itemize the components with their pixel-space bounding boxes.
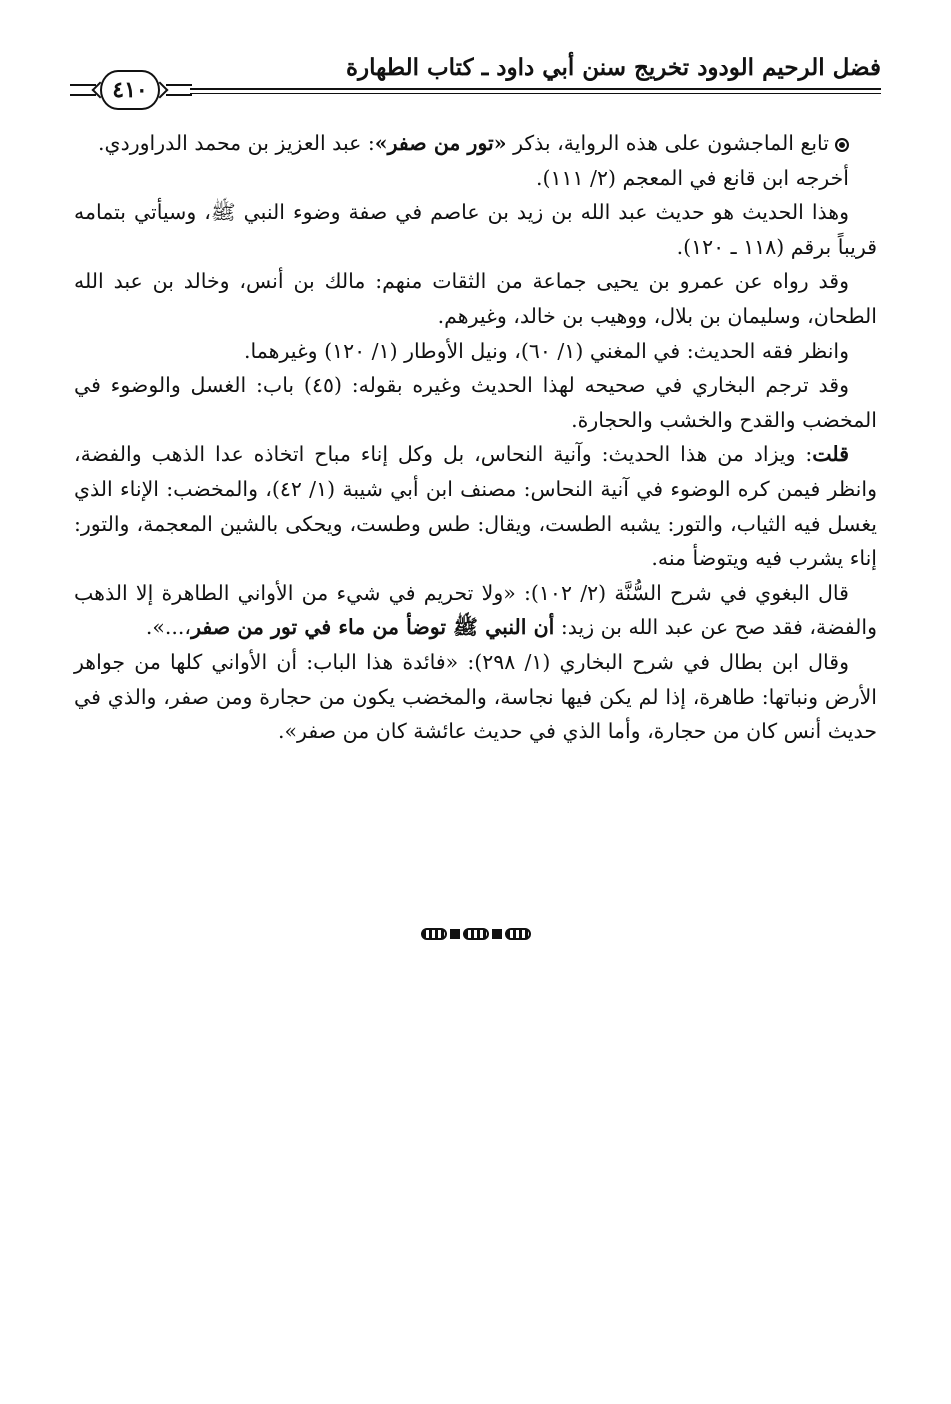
running-title: فضل الرحيم الودود تخريج سنن أبي داود ـ كتاب الطهارة — [345, 54, 881, 81]
section-end-ornament-icon — [0, 928, 951, 940]
ornament-separator — [450, 929, 460, 939]
circle-bullet-icon — [835, 138, 849, 152]
page-number-frame — [70, 70, 190, 114]
paragraph-4: وقد رواه عن عمرو بن يحيى جماعة من الثقات منهم: مالك بن أنس، وخالد بن عبد الله الطحان، وسليمان بن بلال، ووهيب بن خالد، وغيرهم. — [74, 269, 877, 328]
ornament-piece — [463, 928, 489, 940]
paragraph-7: قلت: ويزاد من هذا الحديث: وآنية النحاس، بل وكل إناء مباح اتخاذه عدا الذهب والفضة، وانظر فيمن كره الوضوء في آنية النحاس: مصنف ابن أبي شيبة (١/ ٤٢)، والمخضب: الإناء الذي يغسل فيه الثياب، والتور: يشبه الطست، ويقال: طس وطست، ويحكى بالشين المعجمة، والتور: إناء يشرب فيه ويتوضأ منه. — [74, 442, 877, 571]
page-number: ٤١٠ — [100, 70, 160, 110]
paragraph-2: أخرجه ابن قانع في المعجم (٢/ ١١١). — [535, 165, 849, 190]
paragraph-3: وهذا الحديث هو حديث عبد الله بن زيد بن عاصم في صفة وضوء النبي ﷺ، وسيأتي بتمامه قريباً برقم (١١٨ ـ ١٢٠). — [74, 200, 877, 259]
paragraph-8: قال البغوي في شرح السُّنَّة (٢/ ١٠٢): «ولا تحريم في شيء من الأواني الطاهرة إلا الذهب والفضة، فقد صح عن عبد الله بن زيد: أن النبي ﷺ توضأ من ماء في تور من صفر،...». — [74, 580, 877, 640]
paragraph-6: وقد ترجم البخاري في صحيحه لهذا الحديث وغيره بقوله: (٤٥) باب: الغسل والوضوء في المخضب والقدح والخشب والحجارة. — [74, 373, 877, 432]
ornament-separator — [492, 929, 502, 939]
paragraph-5: وانظر فقه الحديث: في المغني (١/ ٦٠)، ونيل الأوطار (١/ ١٢٠) وغيرهما. — [244, 338, 849, 363]
ornament-piece — [505, 928, 531, 940]
paragraph-9: وقال ابن بطال في شرح البخاري (١/ ٢٩٨): «فائدة هذا الباب: أن الأواني كلها من جواهر الأرض ونباتها: طاهرة، إذا لم يكن فيها نجاسة، والمخضب يكون من حجارة ومن صفر، والذي في حديث أنس كان من حجارة، وأما الذي في حديث عائشة كان من صفر». — [74, 649, 877, 744]
paragraph-1: تابع الماجشون على هذه الرواية، بذكر «تور من صفر»: عبد العزيز بن محمد الدراوردي. — [74, 126, 877, 161]
page-body — [74, 126, 877, 749]
ornament-piece — [421, 928, 447, 940]
ornament-lines-icon — [166, 84, 192, 96]
page-header — [70, 52, 881, 104]
